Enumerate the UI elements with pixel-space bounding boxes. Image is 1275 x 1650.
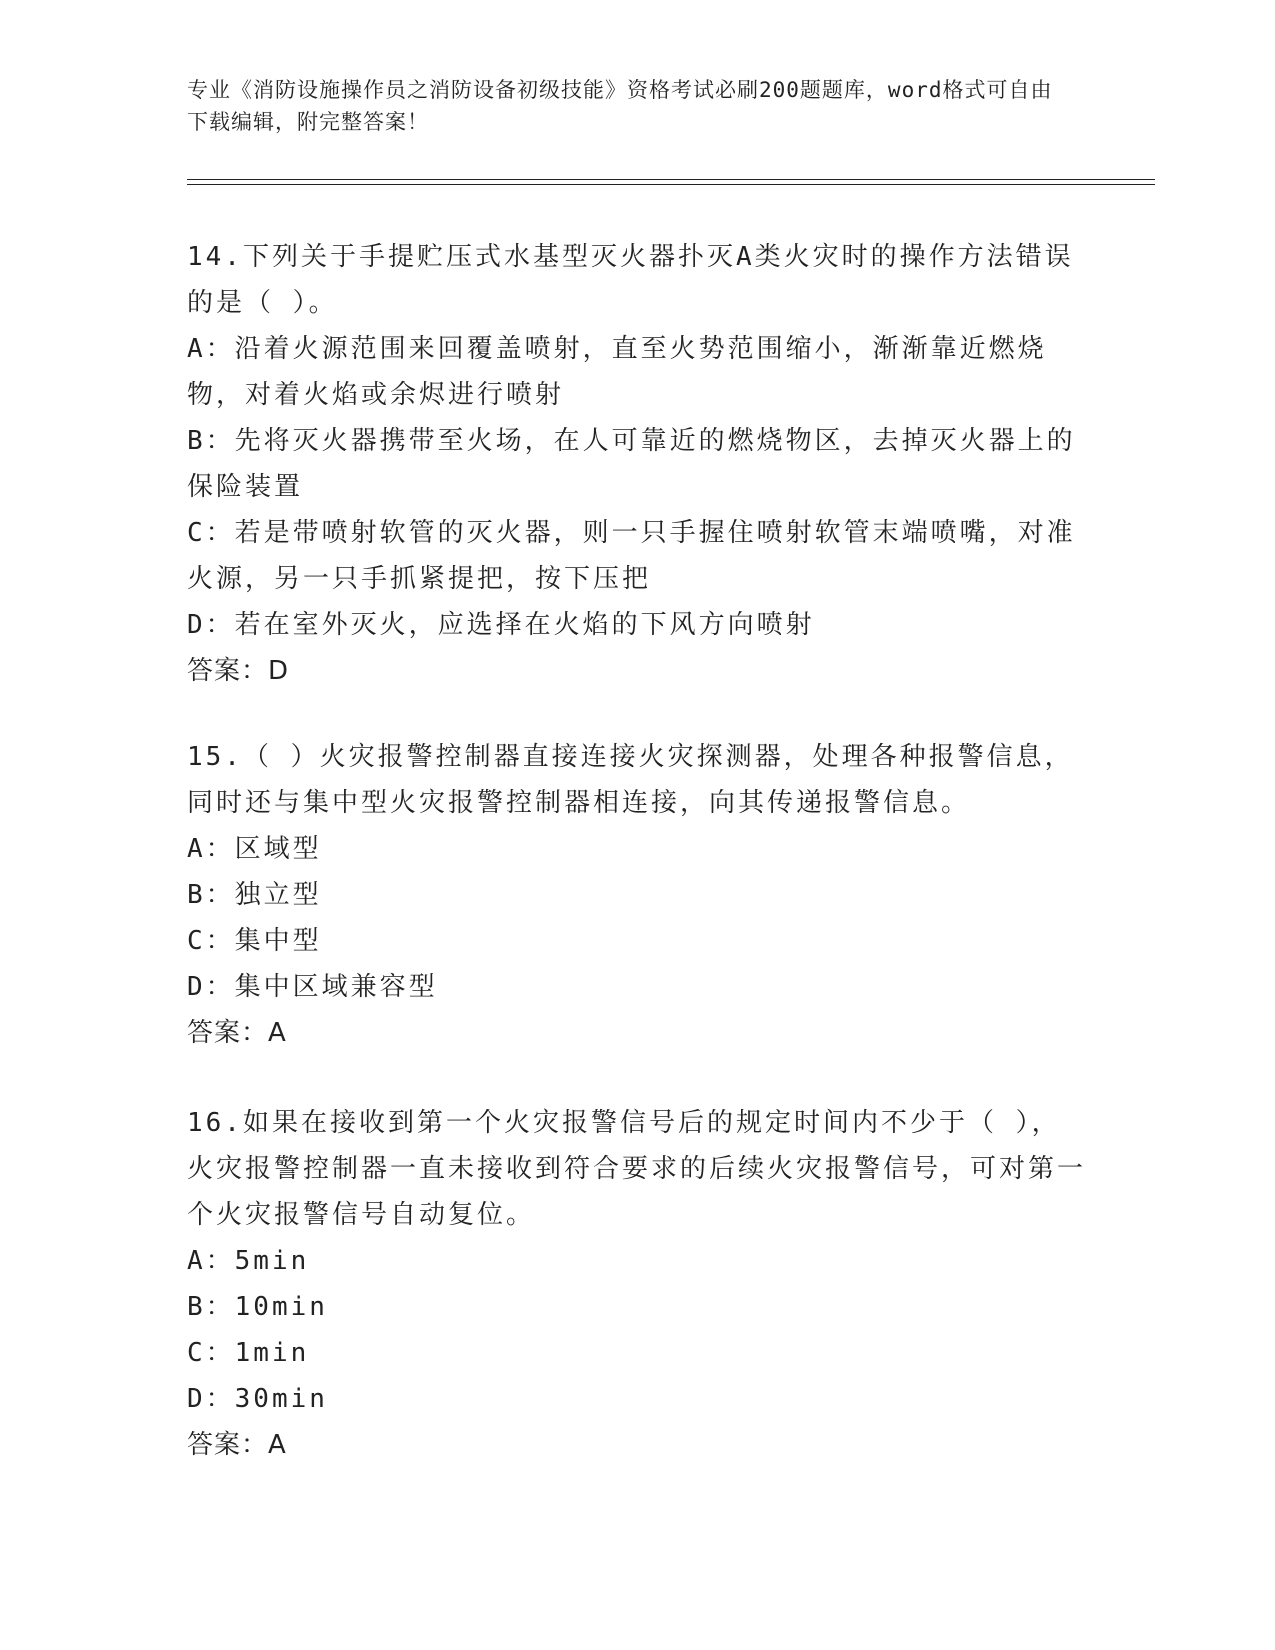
document-header: 专业《消防设施操作员之消防设备初级技能》资格考试必刷200题题库，word格式可自由下载编辑，附完整答案！	[187, 78, 1053, 134]
question-15	[187, 734, 1087, 1056]
option-c: C：若是带喷射软管的灭火器，则一只手握住喷射软管末端喷嘴，对准火源，另一只手抓紧提把，按下压把	[187, 518, 1076, 594]
option-b: B：独立型	[187, 880, 322, 910]
option-d: D：集中区域兼容型	[187, 972, 438, 1002]
question-stem: 14.下列关于手提贮压式水基型灭火器扑灭A类火灾时的操作方法错误的是（ ）。	[187, 242, 1074, 318]
option-a: A：区域型	[187, 834, 322, 864]
answer: 答案：D	[187, 656, 290, 686]
header-divider-top	[187, 179, 1155, 180]
header-divider-bottom	[187, 184, 1155, 185]
option-d: D：30min	[187, 1384, 328, 1414]
option-b: B：10min	[187, 1292, 328, 1322]
option-a: A：5min	[187, 1246, 310, 1276]
question-14	[187, 234, 1087, 694]
question-16	[187, 1100, 1087, 1468]
question-stem: 16.如果在接收到第一个火灾报警信号后的规定时间内不少于（ ），火灾报警控制器一直未接收到符合要求的后续火灾报警信号，可对第一个火灾报警信号自动复位。	[187, 1108, 1087, 1230]
question-stem: 15.（ ）火灾报警控制器直接连接火灾探测器，处理各种报警信息，同时还与集中型火灾报警控制器相连接，向其传递报警信息。	[187, 742, 1074, 818]
answer: 答案：A	[187, 1430, 287, 1460]
answer: 答案：A	[187, 1018, 287, 1048]
option-a: A：沿着火源范围来回覆盖喷射，直至火势范围缩小，渐渐靠近燃烧物，对着火焰或余烬进行喷射	[187, 334, 1047, 410]
option-b: B：先将灭火器携带至火场，在人可靠近的燃烧物区，去掉灭火器上的保险装置	[187, 426, 1076, 502]
option-c: C：集中型	[187, 926, 322, 956]
option-c: C：1min	[187, 1338, 310, 1368]
option-d: D：若在室外灭火，应选择在火焰的下风方向喷射	[187, 610, 815, 640]
